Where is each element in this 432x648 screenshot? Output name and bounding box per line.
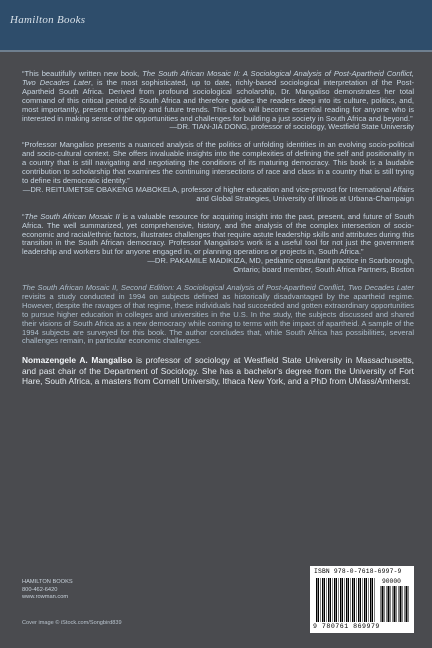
barcode-bar xyxy=(372,578,373,622)
quote-1: “This beautifully written new book, The South African Mosaic II: A Sociological Analysis of Post-Apartheid Conflict, Two Decades Later, is the most sophisticated, up to date, richly-based sociological interpretation of the Post-Apartheid South Africa. Derived from profound sociological scholarship, Dr. Mangaliso demonstrates her total command of this critical period of South Africa and therefore guides the readers deep into its culture, politics, and, most importantly, present complexity and future trends. This book will become essential reading for anyone who is interested in making sense of the opportunities and challenges for building a just society in South Africa and beyond.” xyxy=(22,69,414,123)
barcode-bar xyxy=(398,586,399,622)
quote-2: “Professor Mangaliso presents a nuanced analysis of the politics of unfolding identities in an evolving socio-political and socio-cultural context. She offers invaluable insights into the complexities of defining the self and positionality in a country that is still navigating and negotiating the conditions of its maturing democracy. This book is a laudable contribution to scholarship that examines the continuing intersections of race and class in a country that is still trying to define its democratic identity.” xyxy=(22,140,414,185)
price-code: 90000 xyxy=(382,578,401,585)
quote-3: “The South African Mosaic II is a valuable resource for acquiring insight into the past, present, and future of South Africa. The well summarized, yet comprehensive, history, and the analysis of the complex intersection of socio-economic and racial/ethnic factors, illustrates challenges that require astute leadership skills and attributes during this transition in the South African democracy. Professor Mangaliso’s work is a useful tool for not just the government leadership and workers but for anyone engaged in, or planning operations or projects in, South Africa.” xyxy=(22,211,414,257)
barcode-bar xyxy=(334,578,336,622)
barcode-bar xyxy=(386,586,387,622)
quote-2-attribution: —DR. REITUMETSE OBAKENG MABOKELA, professor of higher education and vice-provost for International Affairs and Global Strategies, University of Illinois at Urbana-Champaign xyxy=(22,184,414,203)
barcode-bar xyxy=(357,578,358,622)
barcode-bar xyxy=(328,578,330,622)
barcode xyxy=(310,566,414,633)
barcode-digits: 9 780761 869979 xyxy=(313,623,380,630)
publisher-brand: Hamilton Books xyxy=(10,14,86,26)
barcode-bar xyxy=(380,586,381,622)
barcode-bar xyxy=(336,578,337,622)
summary-title: The South African Mosaic II, Second Edition: A Sociological Analysis of Post-Apartheid Conflict, Two Decades Later xyxy=(22,283,414,293)
barcode-bar xyxy=(318,578,319,622)
barcode-bar xyxy=(358,578,360,622)
barcode-bar xyxy=(324,578,325,622)
author-bio: Nomazengele A. Mangaliso is professor of sociology at Westfield State University in Massachusetts, and past chair of the Department of Sociology. She has a bachelor’s degree from the University of Fort Hare, South Africa, a masters from Cornell University, Ithaca New York, and a PhD from UMass/Amherst. xyxy=(22,355,415,386)
barcode-bar xyxy=(370,578,372,622)
barcode-bars xyxy=(316,578,376,622)
book-summary: The South African Mosaic II, Second Edition: A Sociological Analysis of Post-Apartheid Conflict, Two Decades Later revisits a study conducted in 1994 on subjects defined as historically disadvantaged by the apartheid regime. However, despite the ravages of that regime, these individuals had succeeded and gotten extraordinary opportunities to pursue higher education in colleges and universities in the U.S. In the study, the subjects discussed and shared their visions of South Africa as a new democracy while coming to terms with the impact of apartheid. A sample of the 1994 subjects are surveyed for this book. The author concludes that, while South Africa has possibilities, several challenges remain, in particular economic challenges. xyxy=(22,283,414,346)
barcode-bar xyxy=(392,586,393,622)
barcode-bar xyxy=(351,578,352,622)
barcode-bar xyxy=(388,586,390,622)
barcode-bar xyxy=(340,578,342,622)
header-divider xyxy=(0,50,432,52)
barcode-bar xyxy=(382,586,384,622)
barcode-bar xyxy=(396,586,397,622)
barcode-bar xyxy=(352,578,354,622)
publisher-url: www.rowman.com xyxy=(22,594,69,600)
barcode-bar xyxy=(400,586,402,622)
barcode-bar xyxy=(345,578,346,622)
quote-3-attribution-line-1: —DR. PAKAMILE MADIKIZA, MD, pediatric consultant practice in Scarborough, xyxy=(147,256,414,266)
barcode-bar xyxy=(404,586,405,622)
barcode-bar xyxy=(402,586,403,622)
book-title: The South African Mosaic II: A Sociological Analysis of Post-Apartheid Conflict, Two Decades Later xyxy=(22,69,414,87)
publisher-phone: 800-462-6420 xyxy=(22,586,58,593)
barcode-bar xyxy=(342,578,343,622)
barcode-bar xyxy=(316,578,318,622)
barcode-bar xyxy=(364,578,366,622)
barcode-bar xyxy=(394,586,396,622)
barcode-bar xyxy=(375,578,376,622)
barcode-bar xyxy=(384,586,385,622)
barcode-bar xyxy=(330,578,331,622)
isbn-label: ISBN 978-0-7618-6997-9 xyxy=(314,568,402,575)
quote-1-attribution: —DR. TIAN-JIA DONG, professor of sociology, Westfield State University xyxy=(169,122,414,132)
barcode-bar xyxy=(390,586,391,622)
publisher-name: HAMILTON BOOKS xyxy=(22,579,73,585)
barcode-bar xyxy=(363,578,364,622)
barcode-bar xyxy=(321,578,322,622)
barcode-bar xyxy=(327,578,328,622)
barcode-bar xyxy=(333,578,334,622)
cover-image-credit: Cover image © iStock.com/Songbird839 xyxy=(22,620,122,626)
price-barcode-bars xyxy=(380,586,410,622)
barcode-bar xyxy=(322,578,324,622)
barcode-bar xyxy=(354,578,355,622)
header-bar xyxy=(0,0,432,50)
publisher-info xyxy=(22,579,73,602)
cover-text xyxy=(22,70,414,386)
author-name: Nomazengele A. Mangaliso xyxy=(22,355,133,366)
barcode-bar xyxy=(408,586,409,622)
barcode-bar xyxy=(369,578,370,622)
barcode-bar xyxy=(406,586,408,622)
quote-3-attribution-line-2: Ontario; board member, South Africa Partners, Boston xyxy=(233,265,414,275)
barcode-bar xyxy=(339,578,340,622)
book-title: The South African Mosaic II xyxy=(24,211,120,221)
barcode-bar xyxy=(348,578,349,622)
barcode-bar xyxy=(346,578,348,622)
barcode-bar xyxy=(360,578,361,622)
barcode-bar xyxy=(366,578,367,622)
